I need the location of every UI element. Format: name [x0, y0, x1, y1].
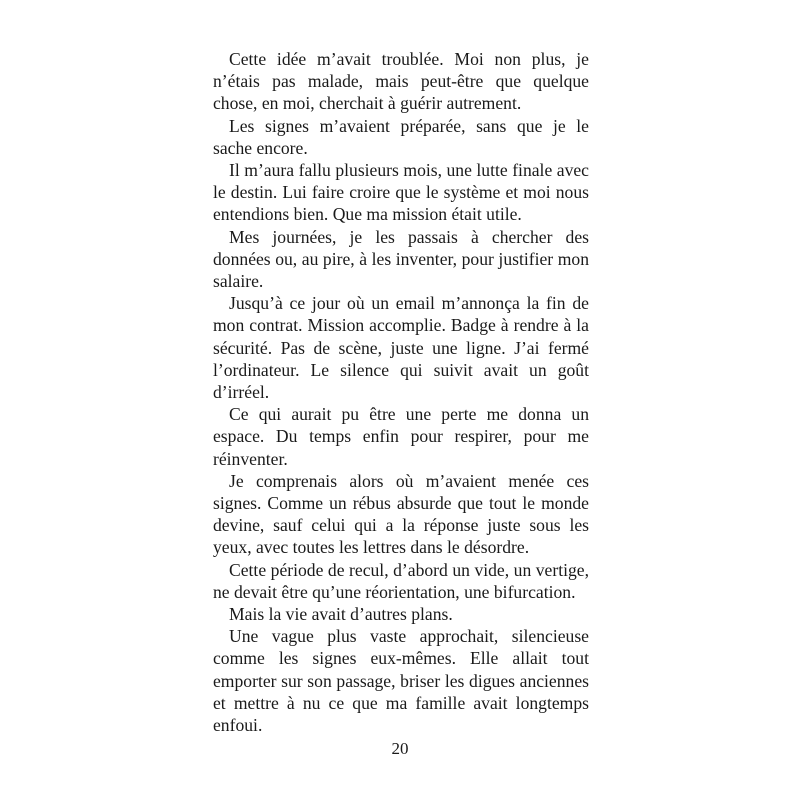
- paragraph: Une vague plus vaste approchait, silencieuse comme les signes eux-mêmes. Elle allait tout emporter sur son passage, briser les digues anciennes et mettre à nu ce que ma famille avait longtemps enfoui.: [213, 626, 589, 736]
- paragraph: Il m’aura fallu plusieurs mois, une lutte finale avec le destin. Lui faire croire que le système et moi nous entendions bien. Que ma mission était utile.: [213, 160, 589, 225]
- paragraph: Les signes m’avaient préparée, sans que je le sache encore.: [213, 115, 589, 158]
- body-text: [213, 48, 589, 736]
- paragraph: Jusqu’à ce jour où un email m’annonça la fin de mon contrat. Mission accomplie. Badge à rendre à la sécurité. Pas de scène, juste une ligne. J’ai fermé l’ordinateur. Le silence qui suivit avait un goût d’irréel.: [213, 293, 589, 403]
- paragraph: Mes journées, je les passais à chercher des données ou, au pire, à les inventer, pour justifier mon salaire.: [213, 226, 589, 292]
- page-number: 20: [391, 739, 409, 758]
- paragraph: Cette idée m’avait troublée. Moi non plus, je n’étais pas malade, mais peut-être que quelque chose, en moi, cherchait à guérir autrement.: [213, 49, 589, 114]
- paragraph: Je comprenais alors où m’avaient menée ces signes. Comme un rébus absurde que tout le monde devine, sauf celui qui a la réponse juste sous les yeux, avec toutes les lettres dans le désordre.: [213, 470, 589, 558]
- paragraph: Mais la vie avait d’autres plans.: [229, 604, 453, 625]
- paragraph: Cette période de recul, d’abord un vide, un vertige, ne devait être qu’une réorientation, une bifurcation.: [213, 559, 589, 602]
- paragraph: Ce qui aurait pu être une perte me donna un espace. Du temps enfin pour respirer, pour me réinventer.: [213, 404, 589, 469]
